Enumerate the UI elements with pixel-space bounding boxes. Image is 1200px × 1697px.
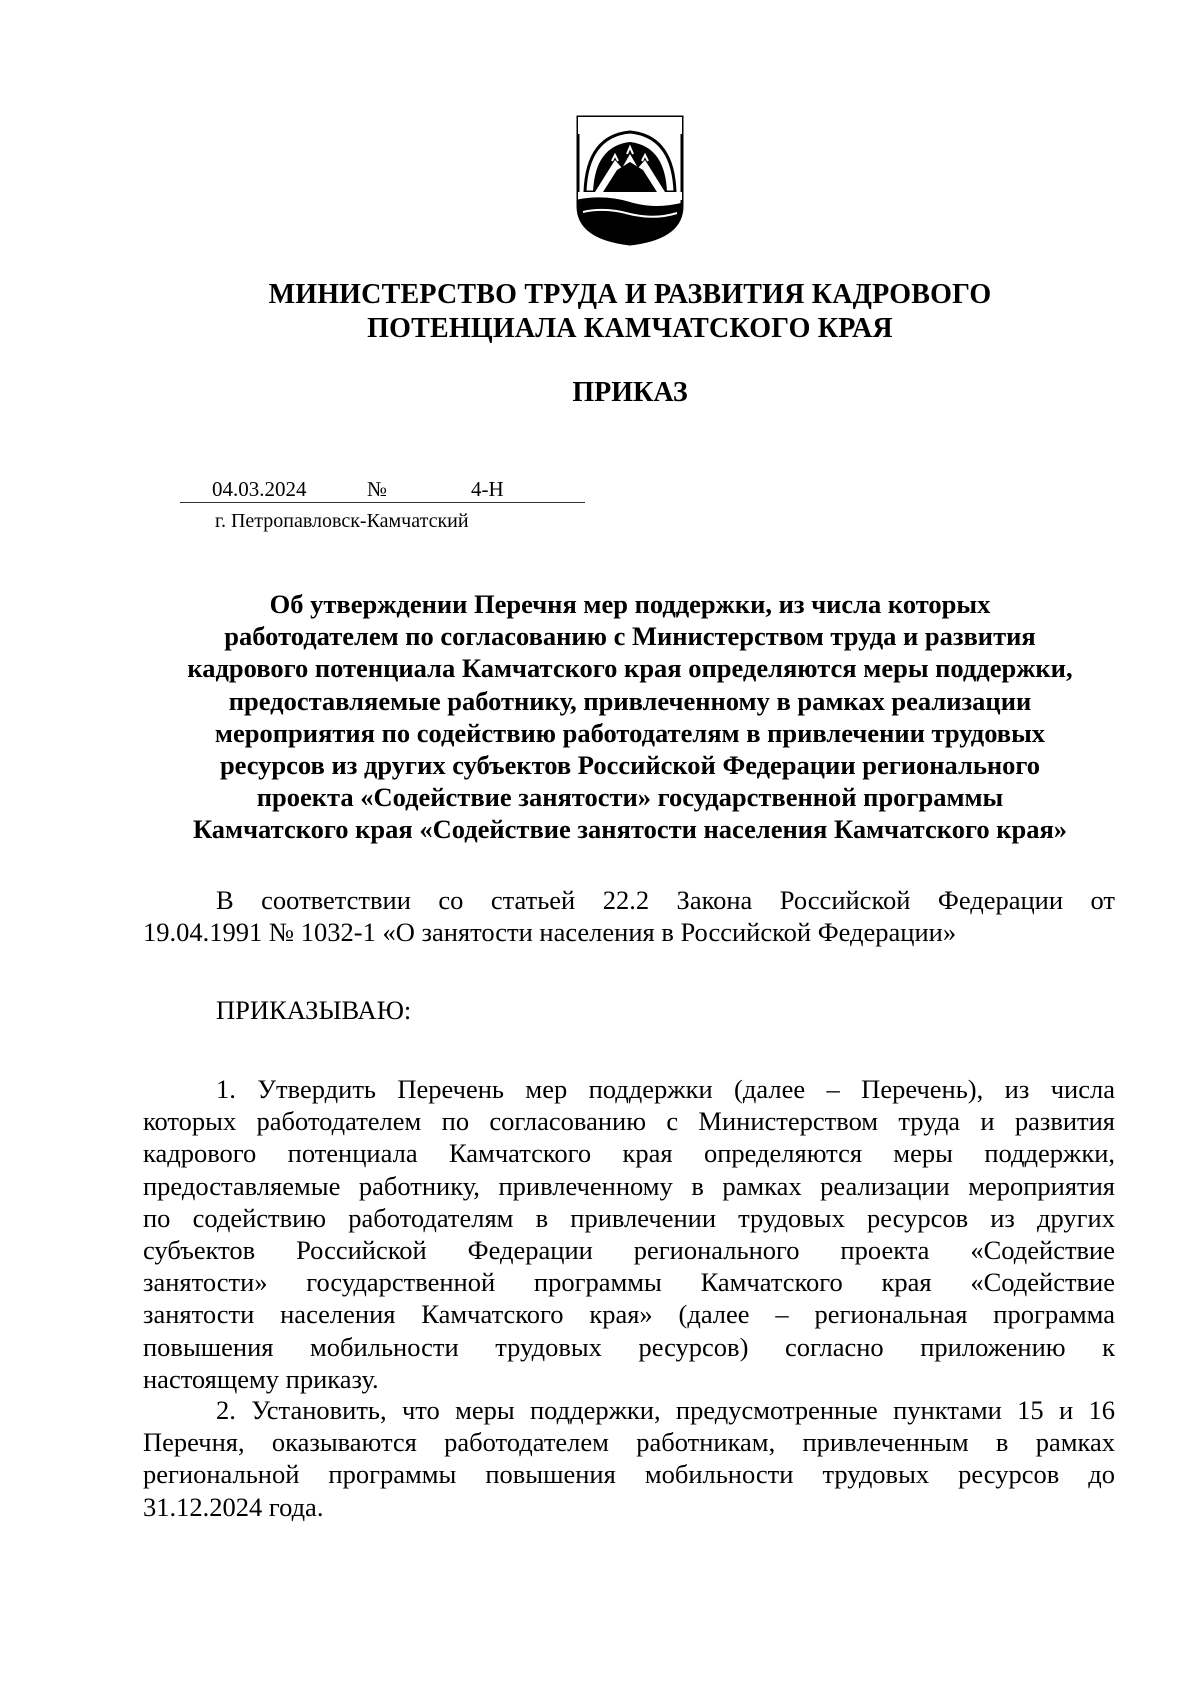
paragraph-line: В соответствии со статьей 22.2 Закона Российской Федерации от (216, 885, 1115, 915)
ministry-name (150, 278, 1110, 346)
document-city: г. Петропавловск-Камчатский (215, 510, 469, 532)
paragraph-line: настоящему приказу. (143, 1363, 379, 1394)
item-1-paragraph (143, 1073, 1115, 1395)
paragraph-line: занятости населения Камчатского края» (далее – региональная программа (143, 1299, 1115, 1330)
document-number: 4-Н (471, 477, 504, 501)
document-number-label: № (367, 477, 388, 501)
document-type: ПРИКАЗ (572, 377, 688, 408)
paragraph-line: 1. Утвердить Перечень мер поддержки (далее – Перечень), из числа (216, 1074, 1115, 1104)
paragraph-line: занятости» государственной программы Камчатского края «Содействие (143, 1267, 1115, 1298)
basis-paragraph (143, 884, 1115, 948)
paragraph-line: региональной программы повышения мобильности трудовых ресурсов до (143, 1459, 1115, 1490)
subject-line: предоставляемые работнику, привлеченному в рамках реализации (228, 685, 1032, 716)
subject-line: проекта «Содействие занятости» государственной программы (256, 782, 1004, 813)
subject-line: кадрового потенциала Камчатского края определяются меры поддержки, (187, 653, 1073, 684)
document-meta-line (180, 476, 585, 503)
document-subject (140, 588, 1120, 846)
subject-line: мероприятия по содействию работодателям в привлечении трудовых (214, 717, 1046, 748)
paragraph-line: которых работодателем по согласованию с Министерством труда и развития (143, 1106, 1115, 1137)
ministry-line-2: ПОТЕНЦИАЛА КАМЧАТСКОГО КРАЯ (367, 313, 893, 344)
paragraph-line: кадрового потенциала Камчатского края определяются меры поддержки, (143, 1138, 1115, 1169)
subject-line: Об утверждении Перечня мер поддержки, из числа которых (269, 589, 991, 619)
subject-line: Камчатского края «Содействие занятости населения Камчатского края» (192, 814, 1068, 845)
paragraph-line: повышения мобильности трудовых ресурсов) согласно приложению к (143, 1331, 1115, 1362)
paragraph-line: 31.12.2024 года. (143, 1491, 324, 1522)
paragraph-line: 2. Установить, что меры поддержки, предусмотренные пунктами 15 и 16 (216, 1395, 1115, 1425)
paragraph-line: предоставляемые работнику, привлеченному в рамках реализации мероприятия (143, 1170, 1115, 1201)
ministry-line-1: МИНИСТЕРСТВО ТРУДА И РАЗВИТИЯ КАДРОВОГО (268, 279, 992, 310)
paragraph-line: 19.04.1991 № 1032-1 «О занятости населения в Российской Федерации» (143, 917, 957, 948)
document-date: 04.03.2024 (212, 477, 307, 501)
subject-line: ресурсов из других субъектов Российской Федерации регионального (219, 750, 1041, 781)
paragraph-line: субъектов Российской Федерации регионального проекта «Содействие (143, 1234, 1115, 1265)
subject-line: работодателем по согласованию с Министерством труда и развития (224, 621, 1036, 652)
paragraph-line: Перечня, оказываются работодателем работникам, привлеченным в рамках (143, 1427, 1115, 1458)
coat-of-arms-icon (575, 114, 685, 246)
paragraph-line: по содействию работодателям в привлечении трудовых ресурсов из других (143, 1202, 1115, 1233)
item-2-paragraph (143, 1394, 1115, 1523)
order-word: ПРИКАЗЫВАЮ: (216, 995, 412, 1025)
